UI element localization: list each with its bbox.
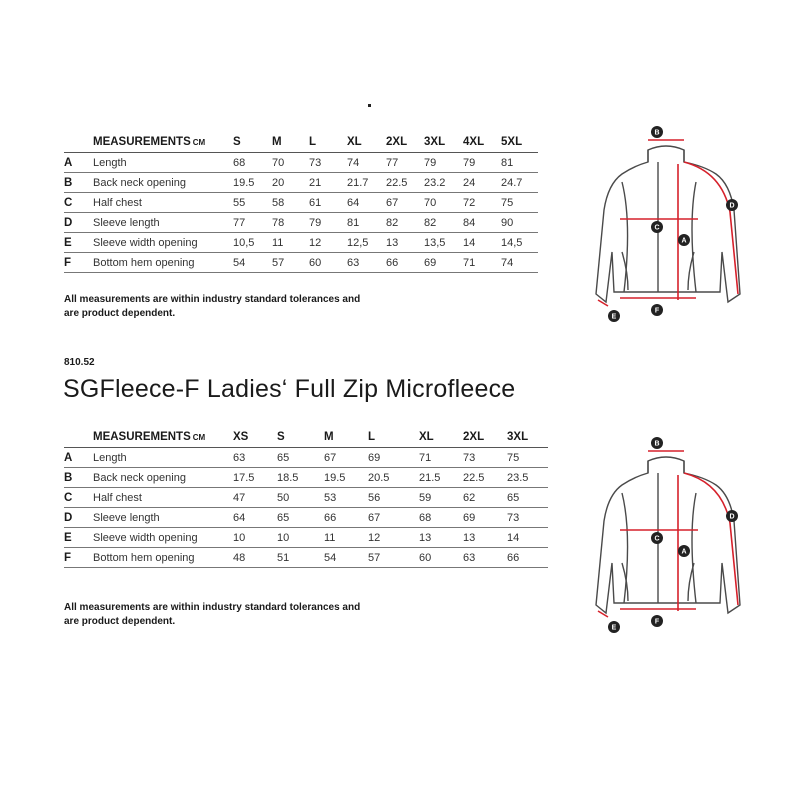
table-cell: 21 xyxy=(309,173,347,193)
size-header: XL xyxy=(347,135,386,153)
label-c: C xyxy=(654,535,660,543)
measurement-code: C xyxy=(64,193,93,213)
table-cell: 61 xyxy=(309,193,347,213)
measurement-code: B xyxy=(64,173,93,193)
measurement-code: D xyxy=(64,213,93,233)
label-f: F xyxy=(654,307,660,315)
label-b: B xyxy=(654,440,660,448)
measurement-code: F xyxy=(64,253,93,273)
table-cell: 57 xyxy=(272,253,309,273)
table-cell: 10,5 xyxy=(233,233,272,253)
note-line: are product dependent. xyxy=(64,308,176,319)
header-measurements xyxy=(93,135,233,153)
unit-label: CM xyxy=(192,433,206,442)
table-cell: 58 xyxy=(272,193,309,213)
label-a: A xyxy=(681,237,687,245)
table-cell: 79 xyxy=(309,213,347,233)
note-line: All measurements are within industry standard tolerances and xyxy=(64,602,361,613)
label-d: D xyxy=(729,202,735,210)
table-cell: 18.5 xyxy=(277,468,324,488)
label-b: B xyxy=(654,129,660,137)
table-cell: 14,5 xyxy=(501,233,538,253)
table-cell: 72 xyxy=(463,193,501,213)
table-cell: 47 xyxy=(233,488,277,508)
size-header: 2XL xyxy=(463,430,507,448)
table-row xyxy=(64,468,548,488)
table-cell: 20 xyxy=(272,173,309,193)
size-header: XL xyxy=(419,430,463,448)
table-cell: 79 xyxy=(463,153,501,173)
table-cell: 65 xyxy=(277,448,324,468)
table-row xyxy=(64,193,538,213)
table-row xyxy=(64,528,548,548)
table-cell: 55 xyxy=(233,193,272,213)
table-cell: 68 xyxy=(419,508,463,528)
table-cell: 68 xyxy=(233,153,272,173)
product-title: SGFleece-F Ladies‘ Full Zip Microfleece xyxy=(63,375,516,403)
measurement-name: Sleeve width opening xyxy=(93,233,233,253)
table-cell: 57 xyxy=(368,548,419,568)
measurement-code: A xyxy=(64,153,93,173)
table-cell: 17.5 xyxy=(233,468,277,488)
table-cell: 64 xyxy=(347,193,386,213)
size-header: M xyxy=(272,135,309,153)
table-cell: 11 xyxy=(324,528,368,548)
size-header: 2XL xyxy=(386,135,424,153)
tolerance-note xyxy=(64,601,360,629)
table-cell: 60 xyxy=(419,548,463,568)
table-cell: 66 xyxy=(507,548,548,568)
table-row xyxy=(64,488,548,508)
table-cell: 82 xyxy=(386,213,424,233)
table-cell: 22.5 xyxy=(386,173,424,193)
jacket-outline xyxy=(596,457,740,613)
table-cell: 84 xyxy=(463,213,501,233)
table-cell: 69 xyxy=(368,448,419,468)
label-f: F xyxy=(654,618,660,626)
table-cell: 12,5 xyxy=(347,233,386,253)
table-cell: 19.5 xyxy=(324,468,368,488)
table-cell: 14 xyxy=(463,233,501,253)
measurement-code: A xyxy=(64,448,93,468)
table-header-row xyxy=(64,430,548,448)
table-cell: 63 xyxy=(463,548,507,568)
table-cell: 19.5 xyxy=(233,173,272,193)
table-cell: 23.2 xyxy=(424,173,463,193)
jacket-diagram xyxy=(592,433,742,633)
table-cell: 70 xyxy=(272,153,309,173)
measurement-code: E xyxy=(64,528,93,548)
table-cell: 74 xyxy=(347,153,386,173)
measurement-name: Sleeve width opening xyxy=(93,528,233,548)
table-cell: 66 xyxy=(324,508,368,528)
table-cell: 67 xyxy=(368,508,419,528)
table-cell: 54 xyxy=(324,548,368,568)
size-header: 4XL xyxy=(463,135,501,153)
label-d: D xyxy=(729,513,735,521)
tolerance-note xyxy=(64,293,360,321)
table-cell: 63 xyxy=(233,448,277,468)
size-table-2 xyxy=(64,430,548,568)
size-header: XS xyxy=(233,430,277,448)
measurement-name: Half chest xyxy=(93,193,233,213)
table-cell: 24 xyxy=(463,173,501,193)
table-cell: 77 xyxy=(233,213,272,233)
measurement-name: Sleeve length xyxy=(93,213,233,233)
table-cell: 59 xyxy=(419,488,463,508)
size-header: 3XL xyxy=(507,430,548,448)
measurement-code: F xyxy=(64,548,93,568)
measurement-name: Sleeve length xyxy=(93,508,233,528)
table-cell: 67 xyxy=(386,193,424,213)
measure-lines xyxy=(598,140,738,306)
table-row xyxy=(64,153,538,173)
table-cell: 10 xyxy=(277,528,324,548)
note-line: are product dependent. xyxy=(64,616,176,627)
measurement-name: Back neck opening xyxy=(93,468,233,488)
table-cell: 54 xyxy=(233,253,272,273)
table-cell: 56 xyxy=(368,488,419,508)
table-row xyxy=(64,508,548,528)
table-cell: 69 xyxy=(424,253,463,273)
table-cell: 20.5 xyxy=(368,468,419,488)
table-cell: 66 xyxy=(386,253,424,273)
size-header: L xyxy=(309,135,347,153)
table-cell: 13,5 xyxy=(424,233,463,253)
header-measurements xyxy=(93,430,233,448)
table-row xyxy=(64,173,538,193)
table-cell: 64 xyxy=(233,508,277,528)
table-cell: 71 xyxy=(419,448,463,468)
label-a: A xyxy=(681,548,687,556)
table-cell: 71 xyxy=(463,253,501,273)
table-row xyxy=(64,548,548,568)
measurement-name: Back neck opening xyxy=(93,173,233,193)
table-cell: 69 xyxy=(463,508,507,528)
measurement-code: D xyxy=(64,508,93,528)
size-header: S xyxy=(277,430,324,448)
table-cell: 11 xyxy=(272,233,309,253)
measurement-code: C xyxy=(64,488,93,508)
jacket-outline xyxy=(596,146,740,302)
size-header: 5XL xyxy=(501,135,538,153)
measurement-name: Half chest xyxy=(93,488,233,508)
size-header: L xyxy=(368,430,419,448)
size-table-1 xyxy=(64,135,538,273)
table-row xyxy=(64,448,548,468)
table-cell: 13 xyxy=(386,233,424,253)
table-cell: 13 xyxy=(419,528,463,548)
table-cell: 75 xyxy=(507,448,548,468)
measurement-name: Bottom hem opening xyxy=(93,548,233,568)
table-row xyxy=(64,233,538,253)
table-row xyxy=(64,253,538,273)
table-cell: 65 xyxy=(507,488,548,508)
table-cell: 75 xyxy=(501,193,538,213)
measure-lines xyxy=(598,451,738,617)
header-code-spacer xyxy=(64,135,93,153)
table-cell: 73 xyxy=(463,448,507,468)
size-header: M xyxy=(324,430,368,448)
table-cell: 63 xyxy=(347,253,386,273)
table-cell: 73 xyxy=(309,153,347,173)
table-cell: 78 xyxy=(272,213,309,233)
size-header: S xyxy=(233,135,272,153)
unit-label: CM xyxy=(192,138,206,147)
table-cell: 22.5 xyxy=(463,468,507,488)
measurement-name: Bottom hem opening xyxy=(93,253,233,273)
table-cell: 65 xyxy=(277,508,324,528)
measurements-label: MEASUREMENTS xyxy=(93,431,191,443)
table-cell: 21.5 xyxy=(419,468,463,488)
table-cell: 67 xyxy=(324,448,368,468)
table-cell: 60 xyxy=(309,253,347,273)
measurement-name: Length xyxy=(93,153,233,173)
table-cell: 50 xyxy=(277,488,324,508)
measurement-code: B xyxy=(64,468,93,488)
table-cell: 73 xyxy=(507,508,548,528)
table-cell: 81 xyxy=(347,213,386,233)
header-code-spacer xyxy=(64,430,93,448)
table-cell: 10 xyxy=(233,528,277,548)
table-row xyxy=(64,213,538,233)
table-cell: 13 xyxy=(463,528,507,548)
note-line: All measurements are within industry standard tolerances and xyxy=(64,294,361,305)
table-cell: 90 xyxy=(501,213,538,233)
table-cell: 74 xyxy=(501,253,538,273)
table-cell: 77 xyxy=(386,153,424,173)
table-cell: 82 xyxy=(424,213,463,233)
table-cell: 12 xyxy=(309,233,347,253)
measurement-code: E xyxy=(64,233,93,253)
table-cell: 79 xyxy=(424,153,463,173)
table-cell: 23.5 xyxy=(507,468,548,488)
jacket-diagram xyxy=(592,122,742,322)
article-number: 810.52 xyxy=(64,357,95,368)
table-cell: 48 xyxy=(233,548,277,568)
measurement-name: Length xyxy=(93,448,233,468)
table-cell: 81 xyxy=(501,153,538,173)
table-header-row xyxy=(64,135,538,153)
size-header: 3XL xyxy=(424,135,463,153)
table-cell: 21.7 xyxy=(347,173,386,193)
table-cell: 51 xyxy=(277,548,324,568)
table-cell: 24.7 xyxy=(501,173,538,193)
table-cell: 12 xyxy=(368,528,419,548)
label-c: C xyxy=(654,224,660,232)
measurements-label: MEASUREMENTS xyxy=(93,136,191,148)
table-cell: 53 xyxy=(324,488,368,508)
table-cell: 70 xyxy=(424,193,463,213)
table-cell: 14 xyxy=(507,528,548,548)
label-e: E xyxy=(611,313,617,321)
separator-dot xyxy=(368,104,371,107)
label-e: E xyxy=(611,624,617,632)
table-cell: 62 xyxy=(463,488,507,508)
